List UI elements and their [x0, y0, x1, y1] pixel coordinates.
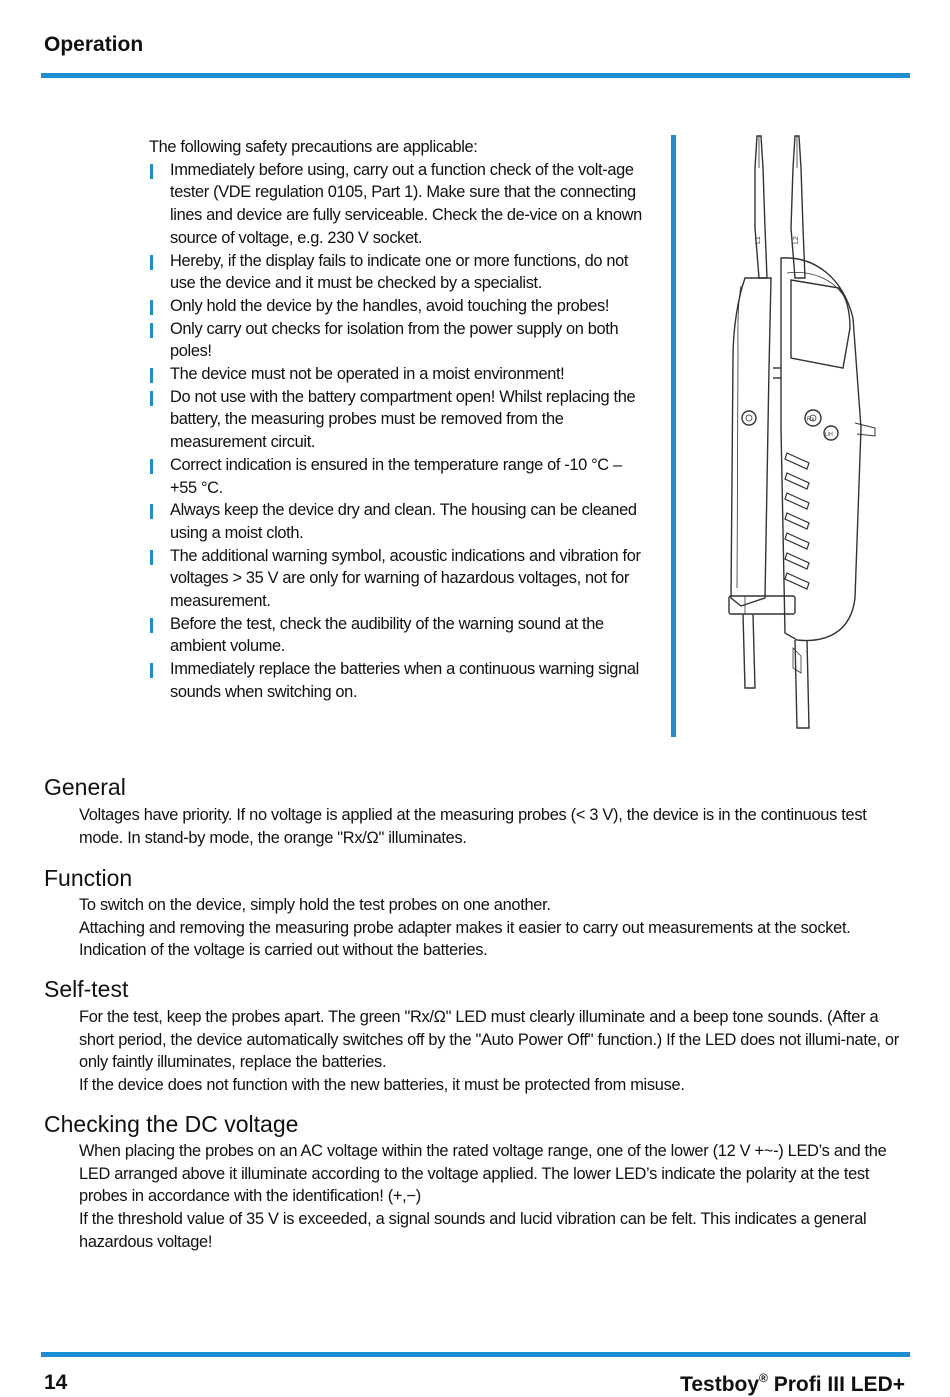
paragraph: To switch on the device, simply hold the test probes on one another. [79, 896, 551, 914]
paragraph: Voltages have priority. If no voltage is applied at the measuring probes (< 3 V), the device is in the continuous test mode. In stand-by mode, the orange "Rx/Ω" illuminates. [79, 806, 867, 847]
page-number: 14 [44, 1371, 68, 1394]
header-rule [41, 73, 910, 78]
paragraph: If the threshold value of 35 V is exceeded, a signal sounds and lucid vibration can be felt. This indicates a general hazardous voltage! [79, 1210, 867, 1251]
bullet-bar-icon [150, 368, 153, 383]
bullet-bar-icon [150, 663, 153, 678]
list-item [149, 386, 649, 454]
section-heading-general: General [44, 774, 126, 800]
bullet-bar-icon [150, 300, 153, 315]
bullet-bar-icon [150, 391, 153, 406]
paragraph: For the test, keep the probes apart. The green "Rx/Ω" LED must clearly illuminate and a beep tone sounds. (After a short period, the device automatically switches off by the "Auto Power Off" function.) If the LED does not illumi-nate, or only faintly illuminates, replace the batteries. [79, 1008, 899, 1072]
section-body-function [79, 894, 901, 962]
list-item [149, 613, 649, 658]
section-heading-self-test: Self-test [44, 976, 129, 1002]
paragraph: When placing the probes on an AC voltage within the rated voltage range, one of the lower (12 V +~-) LED’s and the LED arranged above it illuminate according to the voltage applied. The lower LED’s indicate the polarity at the test probes in accordance with the identification! (+,−) [79, 1142, 887, 1206]
footer-product-name [680, 1371, 905, 1397]
list-item-text: Always keep the device dry and clean. The housing can be cleaned using a moist cloth. [170, 501, 637, 542]
list-item-text: Only hold the device by the handles, avoid touching the probes! [170, 296, 610, 315]
section-body-dc-voltage [79, 1140, 901, 1254]
list-item-text: Hereby, if the display fails to indicate one or more functions, do not use the device and it must be checked by a specialist. [170, 251, 629, 293]
section-heading-function: Function [44, 865, 133, 891]
label-lh: L/H [825, 432, 833, 438]
paragraph: Indication of the voltage is carried out without the batteries. [79, 941, 488, 960]
section-body-self-test [79, 1006, 901, 1097]
list-item-text: Only carry out checks for isolation from the power supply on both poles! [170, 319, 619, 361]
bullet-bar-icon [150, 323, 153, 338]
voltage-tester-illustration [705, 128, 895, 738]
list-item-text: The additional warning symbol, acoustic indications and vibration for voltages > 35 V are only for warning of hazardous voltages, not for measurement. [170, 546, 641, 611]
list-item-text: The device must not be operated in a moist environment! [170, 365, 565, 384]
list-item [149, 295, 649, 318]
list-item [149, 159, 649, 250]
list-item-text: Before the test, check the audibility of the warning sound at the ambient volume. [170, 614, 604, 656]
registered-mark: ® [759, 1371, 768, 1385]
figure-accent-bar [671, 135, 676, 737]
bullet-bar-icon [150, 618, 153, 633]
brand-name: Testboy [680, 1373, 760, 1396]
list-item-text: Immediately replace the batteries when a continuous warning signal sounds when switching on. [170, 660, 639, 701]
bullet-bar-icon [150, 164, 153, 179]
list-item [149, 499, 649, 544]
safety-list [149, 159, 649, 704]
label-rx: Rx [807, 417, 815, 423]
paragraph: Attaching and removing the measuring probe adapter makes it easier to carry out measurements at the socket. [79, 918, 851, 937]
section-heading-dc-voltage: Checking the DC voltage [44, 1111, 299, 1137]
list-item [149, 318, 649, 363]
list-item [149, 363, 649, 386]
bullet-bar-icon [150, 255, 153, 270]
section-body-general [79, 804, 901, 849]
list-item [149, 545, 649, 613]
list-item-text: Correct indication is ensured in the temperature range of -10 °C – +55 °C. [170, 455, 622, 497]
footer-rule [41, 1352, 910, 1357]
safety-precautions [149, 136, 649, 704]
page-header-title: Operation [44, 33, 144, 56]
list-item [149, 454, 649, 499]
bullet-bar-icon [150, 550, 153, 565]
safety-intro: The following safety precautions are applicable: [149, 138, 478, 156]
paragraph: If the device does not function with the new batteries, it must be protected from misuse. [79, 1076, 685, 1095]
list-item [149, 250, 649, 295]
label-l2: L2 [793, 236, 800, 244]
list-item-text: Immediately before using, carry out a function check of the volt-age tester (VDE regulation 0105, Part 1). Make sure that the connecting lines and device are fully serviceable. Check the de-vice on a known source of voltage, e.g. 230 V socket. [170, 160, 642, 247]
bullet-bar-icon [150, 504, 153, 519]
list-item [149, 658, 649, 703]
list-item-text: Do not use with the battery compartment open! Whilst replacing the battery, the measuring probes must be removed from the measurement circuit. [170, 387, 636, 452]
product-name: Profi III LED+ [767, 1373, 905, 1396]
label-l1: L1 [755, 236, 762, 244]
bullet-bar-icon [150, 459, 153, 474]
